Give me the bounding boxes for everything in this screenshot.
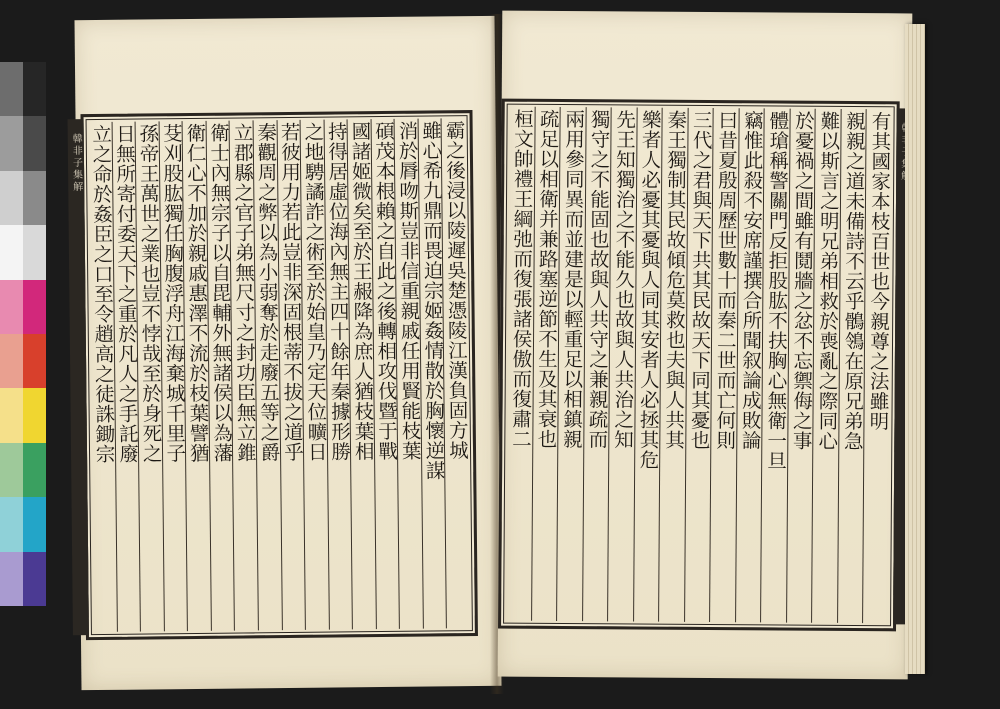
text-column: 體瑲稱警關門反拒股肱不扶胸心無衛一旦 [760, 108, 789, 622]
text-column: 親親之道未備詩不云乎鶻鴒在原兄弟急 [837, 109, 866, 623]
color-swatch [23, 280, 46, 334]
text-column: 先王知獨治之不能久也故與人共治之知 [607, 107, 636, 621]
text-column: 立郡縣之官子弟無尺寸之封功臣無立錐 [229, 120, 258, 630]
color-swatch [23, 497, 46, 551]
text-column: 衛士內無宗子以自毘輔外無諸侯以為藩 [205, 121, 234, 631]
text-column: 曰昔夏殷周歷世數十而秦二世而亡何則 [709, 108, 738, 622]
color-swatch [23, 116, 46, 170]
left-page-spine-band [68, 119, 89, 635]
text-column: 疏足以相衛并兼路塞逆節不生及其衰也 [531, 107, 560, 621]
text-column: 兩用參同異而並建是以輕重足以相鎮親 [556, 107, 585, 621]
text-column: 持得居虛位海內無主四十餘年秦據形勝 [323, 119, 352, 629]
text-column: 樂者人必憂其憂與人同其安者人必拯其危 [633, 108, 662, 622]
text-column: 竊惟此殺不安席謹撰合所聞叙論成敗論 [735, 108, 764, 622]
text-column: 衛仁心不加於親戚惠澤不流於枝葉譬猶 [182, 121, 211, 631]
text-column: 難以斯言之明兄弟相救於喪亂之際同心 [811, 109, 840, 623]
text-column: 有其國家本枝百世也今親尊之法雖明 [863, 109, 892, 623]
right-page-text-frame [498, 99, 900, 632]
text-column: 秦王獨制其民故傾危莫救也夫與人共其 [658, 108, 687, 622]
color-swatch [0, 388, 23, 442]
text-column: 碩茂本根賴之自此之後轉相攻伐暨于戰 [370, 119, 399, 629]
left-page-columns [89, 118, 470, 632]
color-swatch [0, 497, 23, 551]
text-column: 獨守之不能固也故與人共守之兼親疏而 [582, 107, 611, 621]
right-page [498, 11, 913, 680]
color-swatch [23, 171, 46, 225]
color-swatch [23, 552, 46, 606]
text-column: 之地騁譎詐之術至於始皇乃定天位曠日 [300, 120, 329, 630]
text-column: 若彼用力若此豈非深固根蒂不拔之道乎 [276, 120, 305, 630]
text-column: 日無所寄付委天下之重於凡人之手託廢 [111, 122, 140, 632]
text-column: 秦觀周之弊以為小弱奪於走廢五等之爵 [252, 120, 281, 630]
text-column: 桓文帥禮王綱弛而復張諸侯傲而復肅二 [508, 108, 535, 449]
text-column: 於憂禍之間雖有鬩牆之忿不忘禦侮之事 [786, 109, 815, 623]
color-swatch [23, 388, 46, 442]
text-column: 孫帝王萬世之業也豈不悖哉至於身死之 [135, 121, 164, 631]
color-swatch [0, 552, 23, 606]
color-swatch [23, 443, 46, 497]
color-swatch [23, 334, 46, 388]
color-swatch [0, 280, 23, 334]
right-page-columns [506, 107, 892, 624]
color-calibration-strip [0, 62, 46, 552]
color-swatch [0, 171, 23, 225]
text-column: 霸之後浸以陵遲吳楚憑陵江漢負固方城 [441, 118, 470, 628]
text-column: 國諸姬微矣至於王赧降為庶人猶枝葉相 [347, 119, 376, 629]
color-swatch [23, 62, 46, 116]
left-page-band-title: 韓非子集解 [70, 133, 82, 194]
color-swatch [23, 225, 46, 279]
text-column: 三代之君與天下共其民故天下同其憂也 [684, 108, 713, 622]
left-page [70, 16, 502, 690]
color-swatch [0, 116, 23, 170]
text-column: 雖心希九鼎而畏迫宗姬姦情散於胸懷逆謀 [417, 118, 446, 628]
color-swatch [0, 443, 23, 497]
color-swatch [0, 225, 23, 279]
text-column: 消於脣吻斯豈非信重親戚任用賢能枝葉 [394, 119, 423, 629]
color-swatch [0, 334, 23, 388]
text-column: 芟刈股肱獨任胸腹浮舟江海棄城千里子 [158, 121, 187, 631]
left-page-text-frame [70, 110, 477, 640]
page-edges [905, 24, 925, 674]
color-swatch [0, 62, 23, 116]
text-column: 立之命於姦臣之口至令趙高之徒誅鋤宗 [89, 123, 116, 465]
